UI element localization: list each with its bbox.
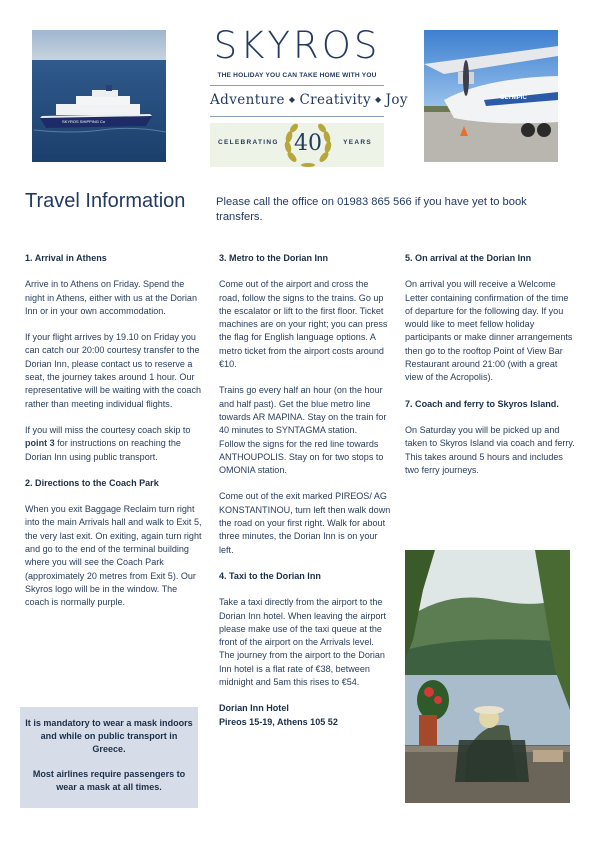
column-right [405,252,577,490]
ferry-photo [32,30,166,162]
column-left [25,252,203,623]
mask-notice [20,707,198,808]
hotel-address: Pireos 15-19, Athens 105 52 [219,716,338,727]
paragraph: Follow the signs for the red line towards ANTHOUPOLIS. Stay on for two stops to OMONIA station. [219,438,384,476]
page-title: Travel Information [25,190,186,212]
section-heading: 1. Arrival in Athens [25,253,107,263]
paragraph: Come out of the exit marked PIREOS/ AG KONSTANTINOU, turn left then walk down the road on your first right. Walk for about three minutes, the Dorian Inn is on your left. [219,491,391,555]
intro-text: Please call the office on 01983 865 566 if you have yet to book transfers. [216,196,527,223]
paragraph: If your flight arrives by 19.10 on Friday you can catch our 20:00 courtesy transfer to the Dorian Inn, please contact us to reserve a seat, the journey takes around 1 hour. Our representative will be waiting with the coach rather than meeting individual flights. [25,332,202,409]
anniversary-banner [210,123,384,167]
paragraph: On Saturday you will be picked up and taken to Skyros Island via coach and ferry. This takes around 5 hours and includes two ferry journeys. [405,424,575,475]
section-heading: 4. Taxi to the Dorian Inn [219,570,321,581]
brand-block [210,24,408,167]
skyros-logo: SKYROS [213,24,381,67]
section-heading: 3. Metro to the Dorian Inn [219,253,329,263]
divider [210,85,384,86]
terrace-sea-photo [405,550,570,803]
hotel-name: Dorian Inn Hotel [219,703,289,714]
anniversary-number: 40 [294,131,322,156]
divider [210,116,384,117]
section-heading: 7. Coach and ferry to Skyros Island. [405,398,559,409]
tagline: THE HOLIDAY YOU CAN TAKE HOME WITH YOU [217,72,377,79]
pillar-creativity: Creativity [299,92,371,108]
celebrating-label: CELEBRATING [218,139,279,146]
notice-text: Most airlines require passengers to wear a mask at all times. [32,769,186,792]
plane-photo [424,30,558,162]
text: for instructions on reaching the Dorian Inn using public transport. [25,438,181,462]
paragraph: Trains go every half an hour (on the hour and half past). Get the blue metro line towards AR MAPINA. Stay on the train for 40 minutes to SYNTAGMA station. [219,385,387,436]
point-3-link-text: point 3 [25,438,55,449]
paragraph: On arrival you will receive a Welcome Letter containing confirmation of the time of departure for the following day. If you would like to meet fellow holiday participants or make dinner arrangements then go to the rooftop Point of View Bar Restaurant around 21:00 (with a great view of the Acropolis). [405,279,573,383]
section-heading: 2. Directions to the Coach Park [25,477,159,488]
text: If you will miss the courtesy coach skip to [25,424,191,435]
years-label: YEARS [343,139,372,146]
brand-pillars [210,92,408,110]
pillar-joy: Joy [385,92,408,108]
column-middle [219,252,391,729]
paragraph: Arrive in to Athens on Friday. Spend the night in Athens, either with us at the Dorian Inn or in your own accommodation. [25,279,197,316]
diamond-icon: ◆ [375,95,382,104]
notice-text: It is mandatory to wear a mask indoors and while on public transport in Greece. [25,718,193,754]
paragraph: Take a taxi directly from the airport to the Dorian Inn hotel. When leaving the airport please make use of the taxi queue at the front of the airport on the Arrivals level. The journey from the airport to the Dorian Inn hotel is a flat rate of €38, between midnight and 5am this rises to €54. [219,597,386,688]
diamond-icon: ◆ [288,95,296,104]
paragraph [25,424,203,464]
paragraph: Come out of the airport and cross the road, follow the signs to the trains. Go up the escalator or lift to the first floor. Ticket machines are on your right; you can press the flag for English language options. A metro ticket from the airport costs around €10. [219,279,388,370]
paragraph: When you exit Baggage Reclaim turn right into the main Arrivals hall and walk to Exit 5, the very last exit. On exiting, again turn right and go to the end of the terminal building where you will see the Coach Park (approximately 20 metres from Exit 5). Our Skyros logo will be in the window. The coach is normally purple. [25,504,202,608]
pillar-adventure: Adventure [210,92,285,108]
plane-livery-label: OLYMPIC [500,95,527,101]
ferry-hull-label: SKYROS SHIPPING Co [62,119,106,124]
section-heading: 5. On arrival at the Dorian Inn [405,253,532,263]
